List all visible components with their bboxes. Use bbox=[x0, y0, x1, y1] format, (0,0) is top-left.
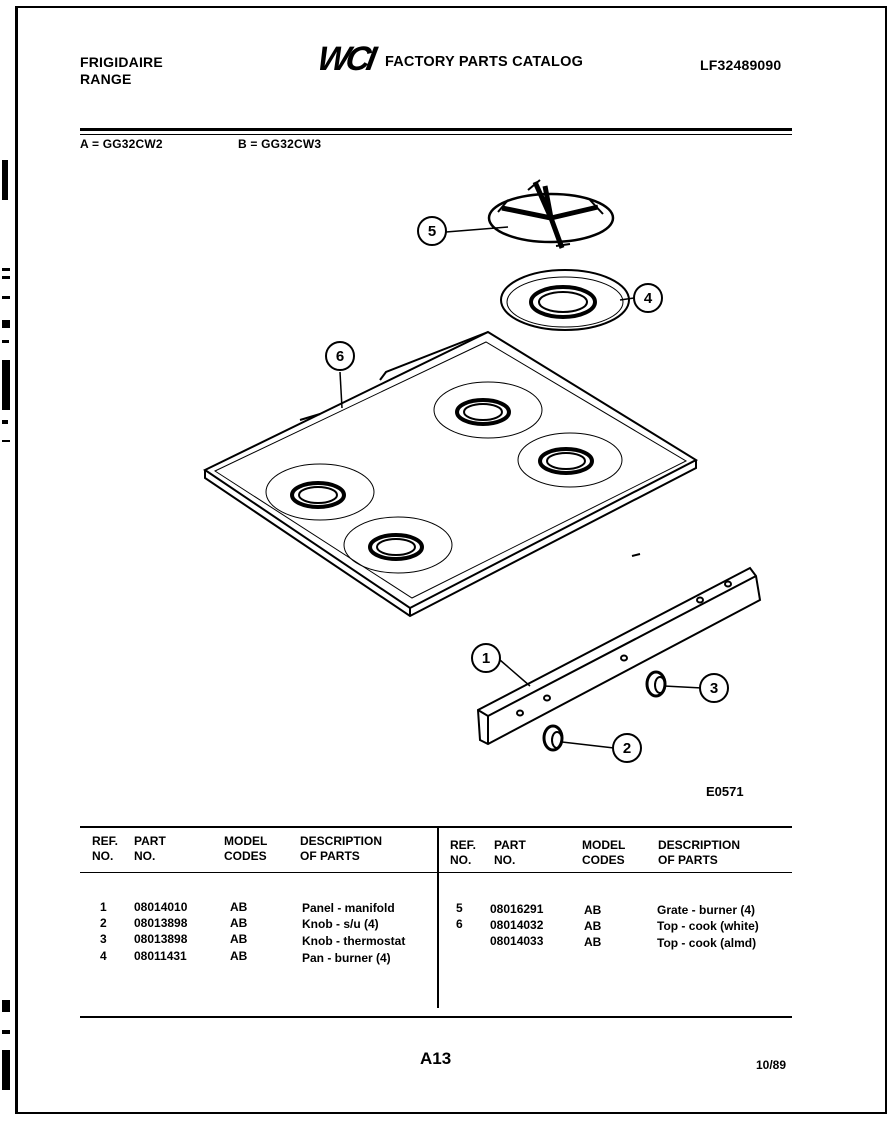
row-part: 08013898 bbox=[134, 932, 188, 946]
row-codes: AB bbox=[230, 932, 248, 946]
row-part: 08014032 bbox=[490, 918, 544, 932]
row-codes: AB bbox=[230, 949, 248, 963]
header-model: MODEL CODES bbox=[224, 834, 268, 863]
model-b: B = GG32CW3 bbox=[238, 137, 322, 151]
row-desc: Knob - thermostat bbox=[302, 934, 406, 948]
row-part: 08011431 bbox=[134, 949, 187, 963]
row-ref: 5 bbox=[456, 901, 463, 915]
callout-4: 4 bbox=[643, 290, 653, 307]
row-codes: AB bbox=[584, 935, 602, 949]
row-codes: AB bbox=[230, 916, 248, 930]
header-part: PART NO. bbox=[134, 834, 166, 863]
figure-code: E0571 bbox=[706, 784, 744, 799]
table-divider bbox=[437, 828, 439, 1008]
row-part: 08013898 bbox=[134, 916, 188, 930]
callout-2: 2 bbox=[622, 740, 632, 757]
catalog-number: LF32489090 bbox=[700, 57, 782, 73]
row-desc: Grate - burner (4) bbox=[657, 903, 756, 917]
header-desc-right: DESCRIPTION OF PARTS bbox=[658, 838, 741, 867]
knob-drawings bbox=[544, 672, 665, 750]
row-part: 08016291 bbox=[490, 902, 544, 916]
scan-edge-marks bbox=[0, 0, 12, 1130]
header-ref: REF. NO. bbox=[92, 834, 119, 863]
header-model-right: MODEL CODES bbox=[582, 838, 626, 867]
burner-pan-drawing bbox=[501, 270, 629, 330]
row-part: 08014033 bbox=[490, 934, 544, 948]
burner-grate-drawing bbox=[489, 180, 613, 248]
header-rule-thin bbox=[80, 134, 792, 135]
row-desc: Top - cook (almd) bbox=[657, 936, 757, 950]
row-desc: Panel - manifold bbox=[302, 901, 395, 915]
callout-3: 3 bbox=[709, 680, 719, 697]
header-ref-right: REF. NO. bbox=[450, 838, 477, 867]
row-ref: 3 bbox=[100, 932, 107, 946]
row-desc: Top - cook (white) bbox=[657, 919, 759, 933]
cooktop-exploded-diagram bbox=[190, 170, 790, 790]
page-number: A13 bbox=[420, 1049, 452, 1068]
row-desc: Pan - burner (4) bbox=[302, 951, 391, 965]
header-desc: DESCRIPTION OF PARTS bbox=[300, 834, 383, 863]
row-codes: AB bbox=[230, 900, 248, 914]
callout-6: 6 bbox=[335, 348, 345, 365]
table-bottom-rule bbox=[80, 1016, 792, 1018]
row-desc: Knob - s/u (4) bbox=[302, 917, 379, 931]
callout-5: 5 bbox=[427, 223, 437, 240]
manifold-panel-drawing bbox=[478, 554, 760, 744]
cooktop-drawing bbox=[205, 332, 696, 616]
table-top-rule bbox=[80, 826, 792, 828]
row-codes: AB bbox=[584, 919, 602, 933]
callout-1: 1 bbox=[481, 650, 491, 667]
revision-date: 10/89 bbox=[756, 1058, 787, 1072]
header-part-right: PART NO. bbox=[494, 838, 526, 867]
row-ref: 1 bbox=[100, 900, 107, 914]
wci-logo: WCI bbox=[314, 40, 376, 78]
table-header-rule bbox=[80, 872, 792, 873]
row-codes: AB bbox=[584, 903, 602, 917]
product-type: RANGE bbox=[80, 71, 132, 87]
callout-circles bbox=[326, 217, 728, 762]
row-ref: 6 bbox=[456, 917, 463, 931]
header-rule-thick bbox=[80, 128, 792, 131]
row-ref: 4 bbox=[100, 949, 107, 963]
model-a: A = GG32CW2 bbox=[80, 137, 163, 151]
brand-name: FRIGIDAIRE bbox=[80, 54, 163, 70]
row-ref: 2 bbox=[100, 916, 107, 930]
catalog-title: FACTORY PARTS CATALOG bbox=[385, 54, 584, 70]
row-part: 08014010 bbox=[134, 900, 188, 914]
